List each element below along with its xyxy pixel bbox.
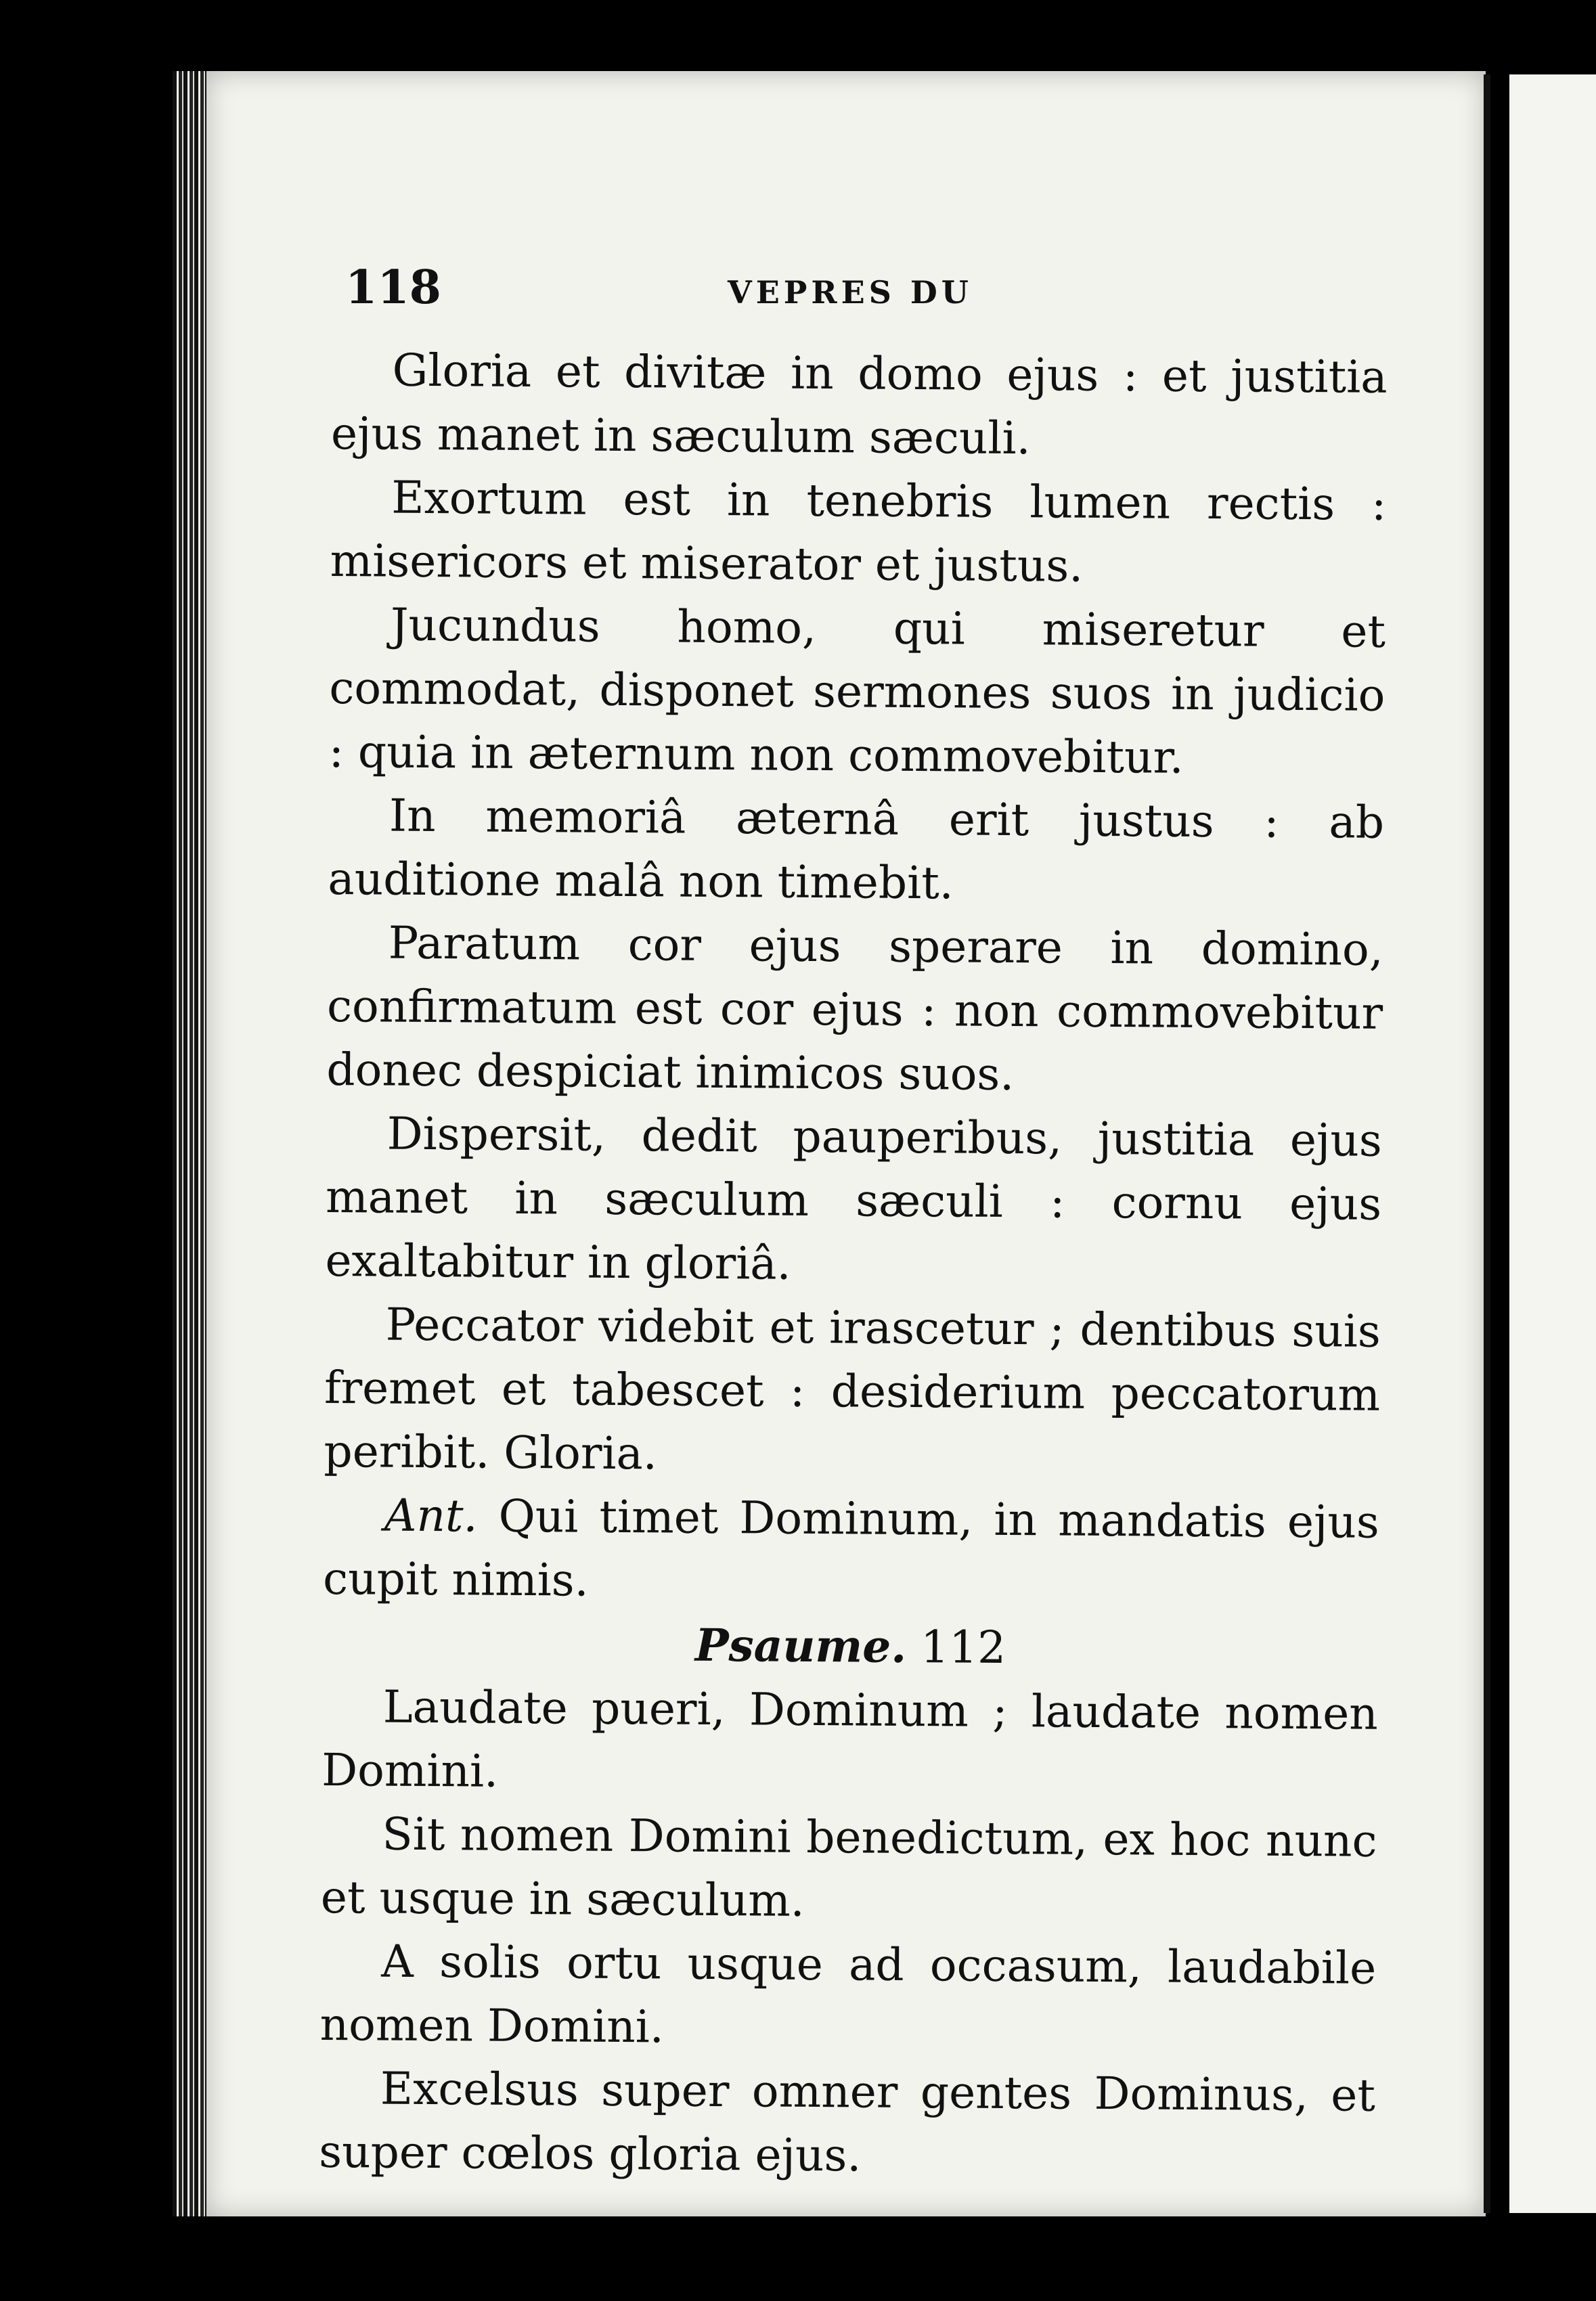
running-head: VEPRES DU <box>728 274 973 311</box>
page-edge <box>1484 74 1490 2213</box>
antiphon-text: Qui timet Dominum, in mandatis ejus cupit nimis. <box>322 1490 1380 1607</box>
psalm-verse: Excelsus super omner gentes Dominus, et super cœlos gloria ejus. <box>319 2062 1376 2182</box>
verse-paragraph: In memoriâ æternâ erit justus : ab auditione malâ non timebit. <box>328 789 1385 910</box>
antiphon <box>323 1483 1379 1618</box>
psalm-verse: Laudate pueri, Dominum ; laudate nomen Domini. <box>321 1680 1379 1797</box>
page-body <box>319 338 1388 2191</box>
verse-paragraph: Peccator videbit et irascetur ; dentibus suis fremet et tabescet : desiderium peccatorum peribit. Gloria. <box>324 1298 1381 1480</box>
book-page <box>206 71 1486 2216</box>
psalm-number: 112 <box>920 1621 1006 1674</box>
antiphon-label: Ant. <box>384 1489 478 1542</box>
facing-page-edge <box>1509 74 1596 2213</box>
verse-paragraph: Gloria et divitæ in domo ejus : et justitia ejus manet in sæculum sæculi. <box>330 344 1388 465</box>
verse-paragraph: Dispersit, dedit pauperibus, justitia ejus manet in sæculum sæculi : cornu ejus exaltabitur in gloriâ. <box>325 1107 1383 1290</box>
page-header <box>206 261 1486 335</box>
verse-paragraph: Jucundus homo, qui miseretur et commodat, disponet sermones suos in judicio : quia in æternum non commovebitur. <box>328 598 1386 784</box>
page-number: 118 <box>345 261 441 315</box>
verse-paragraph: Exortum est in tenebris lumen rectis : misericors et miserator et justus. <box>330 471 1387 592</box>
psalm-verse: A solis ortu usque ad occasum, laudabile nomen Domini. <box>319 1935 1377 2053</box>
psalm-title: Psaume. <box>694 1618 907 1673</box>
psalm-heading <box>322 1611 1379 1682</box>
verse-paragraph: Paratum cor ejus sperare in domino, confirmatum est cor ejus : non commovebitur donec despiciat inimicos suos. <box>326 916 1383 1101</box>
psalm-verse: Sit nomen Domini benedictum, ex hoc nunc et usque in sæculum. <box>320 1808 1377 1927</box>
